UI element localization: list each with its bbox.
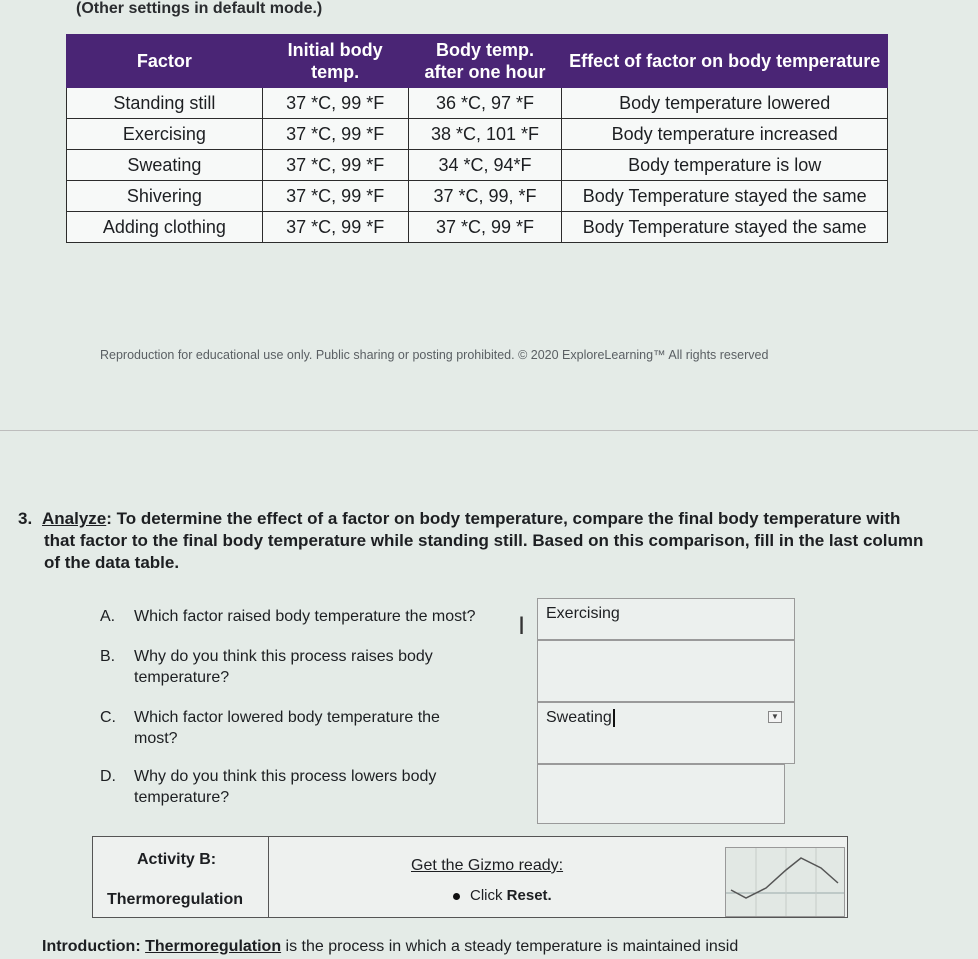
answer-d-field[interactable] <box>537 764 785 824</box>
cell-effect[interactable]: Body Temperature stayed the same <box>562 212 888 243</box>
question-number: 3. <box>18 509 33 528</box>
activity-b-box <box>92 836 848 918</box>
gizmo-thumbnail <box>725 847 845 917</box>
cell-factor: Sweating <box>67 150 263 181</box>
header-factor: Factor <box>67 35 263 88</box>
question-text: : To determine the effect of a factor on body temperature, compare the final body temperature with <box>106 509 901 528</box>
intro-rest: is the process in which a steady temperature is maintained insid <box>281 938 739 955</box>
cell-initial-temp: 37 *C, 99 *F <box>262 119 408 150</box>
chevron-down-icon[interactable]: ▼ <box>768 711 782 723</box>
answer-c-value: Sweating <box>546 709 612 727</box>
subquestion-letter: B. <box>100 648 116 665</box>
cell-effect[interactable]: Body temperature is low <box>562 150 888 181</box>
bullet-text: Click <box>470 887 507 904</box>
activity-subtitle: Thermoregulation <box>107 891 244 908</box>
cell-effect[interactable]: Body temperature increased <box>562 119 888 150</box>
subquestion-text: Why do you think this process lowers body <box>134 768 437 785</box>
data-table <box>66 34 888 243</box>
bullet-icon <box>453 893 460 900</box>
subquestion-letter: A. <box>100 608 116 625</box>
subquestion-d <box>100 766 490 808</box>
subquestion-text-cont: temperature? <box>134 789 230 806</box>
activity-header <box>93 837 269 917</box>
table-row <box>67 88 888 119</box>
graph-thumbnail-icon <box>726 848 844 916</box>
answer-a-value: Exercising <box>546 605 620 622</box>
subquestion-b <box>100 646 490 688</box>
subquestion-text-cont: temperature? <box>134 669 230 686</box>
subquestion-letter: C. <box>100 709 116 726</box>
intro-label: Introduction: <box>42 938 146 955</box>
table-header-row <box>67 35 888 88</box>
subquestion-text: Why do you think this process raises body <box>134 648 433 665</box>
table-row <box>67 150 888 181</box>
divider <box>0 430 978 431</box>
cell-factor: Adding clothing <box>67 212 263 243</box>
subquestion-letter: D. <box>100 768 116 785</box>
bullet-bold: Reset. <box>506 887 552 904</box>
answer-a-field[interactable] <box>537 598 795 640</box>
cell-effect[interactable]: Body Temperature stayed the same <box>562 181 888 212</box>
bullet-reset <box>453 887 552 904</box>
gizmo-ready-heading: Get the Gizmo ready: <box>411 857 564 874</box>
text-cursor <box>613 709 615 727</box>
cell-initial-temp: 37 *C, 99 *F <box>262 88 408 119</box>
text-cursor-icon: I <box>518 612 526 640</box>
subquestion-c <box>100 707 490 749</box>
question-text-cont: that factor to the final body temperature while standing still. Based on this comparison, fill in the last column <box>44 531 924 550</box>
cell-temp-after: 37 *C, 99, *F <box>408 181 562 212</box>
introduction-text <box>42 938 738 956</box>
cell-factor: Standing still <box>67 88 263 119</box>
subquestion-text: Which factor raised body temperature the most? <box>134 608 476 625</box>
cell-initial-temp: 37 *C, 99 *F <box>262 181 408 212</box>
question-label: Analyze <box>42 509 107 528</box>
cell-temp-after: 37 *C, 99 *F <box>408 212 562 243</box>
cell-temp-after: 36 *C, 97 *F <box>408 88 562 119</box>
cell-factor: Shivering <box>67 181 263 212</box>
header-initial-temp: Initial body temp. <box>262 35 408 88</box>
intro-term: Thermoregulation <box>145 938 282 955</box>
subquestion-a <box>100 606 490 627</box>
cell-initial-temp: 37 *C, 99 *F <box>262 150 408 181</box>
activity-title: Activity B: <box>137 851 217 868</box>
copyright-notice: Reproduction for educational use only. Public sharing or posting prohibited. © 2020 ExploreLearning™ All rights reserved <box>100 348 769 362</box>
cell-factor: Exercising <box>67 119 263 150</box>
cell-temp-after: 38 *C, 101 *F <box>408 119 562 150</box>
question-3 <box>18 508 948 574</box>
header-effect: Effect of factor on body temperature <box>562 35 888 88</box>
question-text-cont2: of the data table. <box>44 553 180 572</box>
table-row <box>67 212 888 243</box>
answer-b-field[interactable] <box>537 640 795 702</box>
cell-temp-after: 34 *C, 94*F <box>408 150 562 181</box>
answer-c-field[interactable] <box>537 702 795 764</box>
cell-initial-temp: 37 *C, 99 *F <box>262 212 408 243</box>
cell-effect[interactable]: Body temperature lowered <box>562 88 888 119</box>
table-row <box>67 119 888 150</box>
subquestion-text-cont: most? <box>134 730 178 747</box>
header-temp-after-hour: Body temp. after one hour <box>408 35 562 88</box>
table-row <box>67 181 888 212</box>
top-note: (Other settings in default mode.) <box>76 0 323 17</box>
subquestion-text: Which factor lowered body temperature the <box>134 709 440 726</box>
